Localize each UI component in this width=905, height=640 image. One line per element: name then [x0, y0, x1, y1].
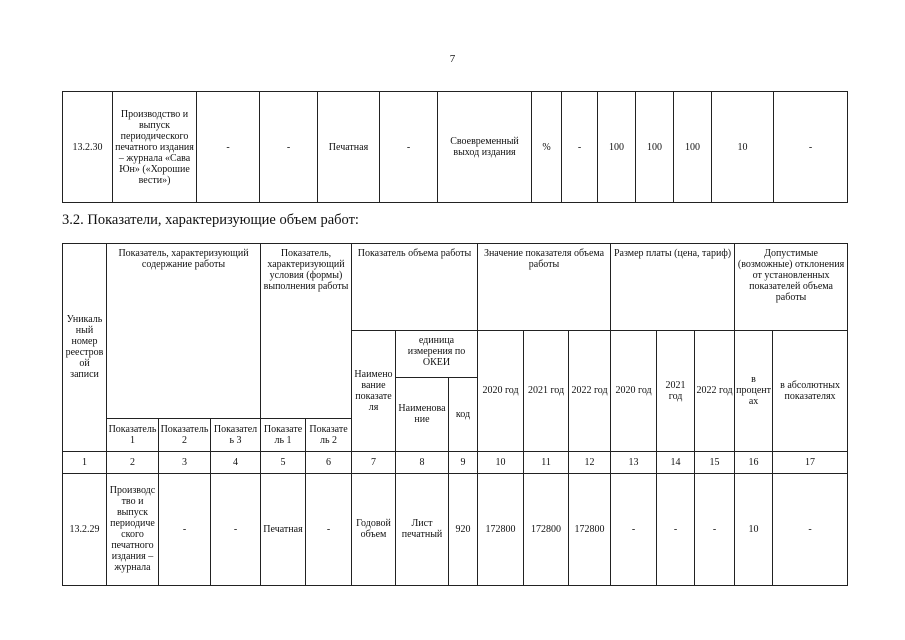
column-number: 13	[611, 451, 657, 473]
content-indicator-header: Показатель, характеризующий содержание работы	[107, 244, 261, 419]
table-cell: -	[657, 473, 695, 585]
table-cell: 172800	[478, 473, 524, 585]
table-cell: -	[159, 473, 211, 585]
table-cell: -	[197, 92, 260, 203]
year-2020-header: 2020 год	[478, 330, 524, 451]
column-number: 2	[107, 451, 159, 473]
column-numbers-row	[63, 451, 848, 473]
column-number: 9	[449, 451, 478, 473]
table-cell: 172800	[569, 473, 611, 585]
table-cell: 100	[674, 92, 712, 203]
table-row	[63, 92, 848, 203]
table-cell: 100	[598, 92, 636, 203]
condition-indicator-header: Показатель, характеризующий условия (формы) выполнения работы	[261, 244, 352, 419]
column-number: 8	[396, 451, 449, 473]
absolute-header: в абсолютных показателях	[773, 330, 848, 451]
table-cell: -	[562, 92, 598, 203]
fee-size-header: Размер платы (цена, тариф)	[611, 244, 735, 331]
unit-header: единица измерения по ОКЕИ	[396, 330, 478, 377]
table-cell: 10	[712, 92, 774, 203]
table-cell: -	[695, 473, 735, 585]
table-cell: Печатная	[318, 92, 380, 203]
indicator-name-header: Наименование показателя	[352, 330, 396, 451]
table-cell: -	[380, 92, 438, 203]
table-cell: Годовой объем	[352, 473, 396, 585]
column-number: 12	[569, 451, 611, 473]
table-cell: 10	[735, 473, 773, 585]
unique-number-header: Уникальный номер реестровой записи	[63, 244, 107, 452]
table-cell: -	[306, 473, 352, 585]
quality-indicators-table	[62, 91, 848, 203]
volume-indicators-table	[62, 243, 848, 586]
year-2020-header: 2020 год	[611, 330, 657, 451]
column-number: 15	[695, 451, 735, 473]
table-cell: -	[211, 473, 261, 585]
table-cell: 172800	[524, 473, 569, 585]
table-cell: Своевременный выход издания	[438, 92, 532, 203]
table-cell: %	[532, 92, 562, 203]
year-2022-header: 2022 год	[569, 330, 611, 451]
condition-2-header: Показатель 2	[306, 418, 352, 451]
header-row	[63, 244, 848, 331]
table-cell: -	[773, 473, 848, 585]
table-cell: Лист печатный	[396, 473, 449, 585]
page-number: 7	[449, 53, 456, 65]
column-number: 17	[773, 451, 848, 473]
table-cell: -	[774, 92, 848, 203]
indicator-3-header: Показатель 3	[211, 418, 261, 451]
year-2021-header: 2021 год	[657, 330, 695, 451]
table-cell: Производство и выпуск периодического печатного издания – журнала	[107, 473, 159, 585]
column-number: 10	[478, 451, 524, 473]
table-cell: 13.2.29	[63, 473, 107, 585]
volume-value-header: Значение показателя объема работы	[478, 244, 611, 331]
column-number: 14	[657, 451, 695, 473]
percent-header: в процентах	[735, 330, 773, 451]
column-number: 3	[159, 451, 211, 473]
table-cell: 920	[449, 473, 478, 585]
table-cell: 13.2.30	[63, 92, 113, 203]
year-2022-header: 2022 год	[695, 330, 735, 451]
condition-1-header: Показатель 1	[261, 418, 306, 451]
unit-name-header: Наименование	[396, 378, 449, 452]
table-cell: -	[611, 473, 657, 585]
indicator-2-header: Показатель 2	[159, 418, 211, 451]
indicator-1-header: Показатель 1	[107, 418, 159, 451]
code-header: код	[449, 378, 478, 452]
table-cell: Печатная	[261, 473, 306, 585]
table-cell: -	[260, 92, 318, 203]
year-2021-header: 2021 год	[524, 330, 569, 451]
column-number: 5	[261, 451, 306, 473]
table-row	[63, 473, 848, 585]
column-number: 6	[306, 451, 352, 473]
table-cell: 100	[636, 92, 674, 203]
volume-indicator-header: Показатель объема работы	[352, 244, 478, 331]
column-number: 11	[524, 451, 569, 473]
column-number: 1	[63, 451, 107, 473]
section-heading: 3.2. Показатели, характеризующие объем работ:	[62, 212, 359, 228]
deviations-header: Допустимые (возможные) отклонения от установленных показателей объема работы	[735, 244, 848, 331]
table-cell: Производство и выпуск периодического печатного издания – журнала «Сава Юн» («Хорошие вести»)	[113, 92, 197, 203]
column-number: 7	[352, 451, 396, 473]
column-number: 16	[735, 451, 773, 473]
column-number: 4	[211, 451, 261, 473]
